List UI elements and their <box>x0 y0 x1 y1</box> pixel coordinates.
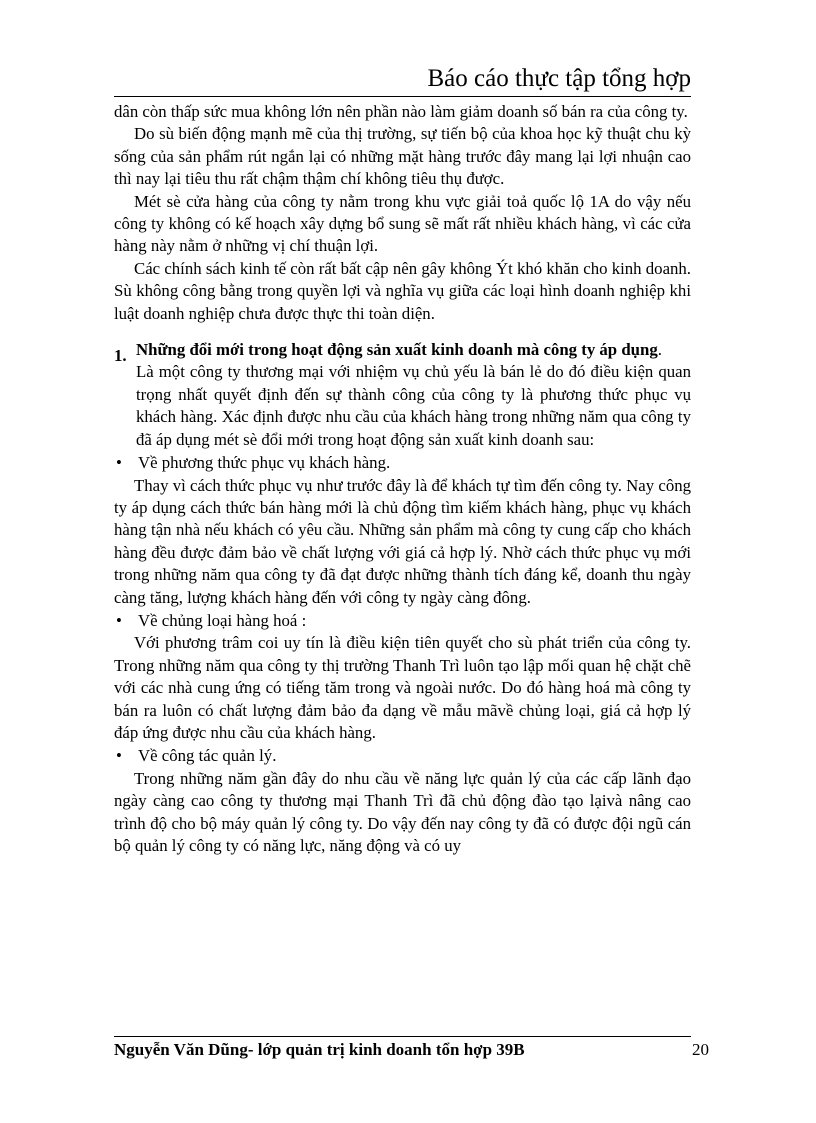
bullet-icon: • <box>116 746 122 766</box>
bullet-icon: • <box>116 610 122 630</box>
section-title-end: . <box>657 340 662 360</box>
footer-rule <box>114 1036 691 1037</box>
page-number: 20 <box>692 1040 709 1059</box>
bullet-icon: • <box>116 453 122 473</box>
running-header-title: Báo cáo thực tập tổng hợp <box>427 65 691 92</box>
paragraph-2: Do sù biến động mạnh mẽ của thị trường, sự tiến bộ của khoa học kỹ thuật chu kỳ sống của sản phẩm rút ngắn lại có những mặt hàng trước đây mang lại lợi nhuận cao thì nay lại tiêu thu rất chậm thậm chí không tiêu thụ được. <box>114 124 691 189</box>
bullet-item-service <box>114 452 691 474</box>
bullet-paragraph-service: Thay vì cách thức phục vụ như trước đây là để khách tự tìm đến công ty. Nay công ty áp dụng cách thức bán hàng mới là chủ động tìm kiếm khách hàng, phục vụ khách hàng tận nhà nếu khách có yêu cầu. Những sản phẩm mà công ty cung cấp cho khách hàng đều được đảm bảo về chất lượng với giá cả hợp lý. Nhờ cách thức phục vụ mới trong những năm qua công ty đã đạt được những thành tích đáng kể, doanh thu ngày càng tăng, lượng khách hàng đến với công ty ngày càng đông. <box>114 475 691 607</box>
paragraph-1: dân còn thấp sức mua không lớn nên phần nào làm giảm doanh số bán ra của công ty. <box>114 102 688 121</box>
paragraph-4: Các chính sách kinh tế còn rất bất cập nên gây không Ýt khó khăn cho kinh doanh. Sù không công bằng trong quyền lợi và nghĩa vụ giữa các loại hình doanh nghiệp khi luật doanh nghiệp chưa được thực thi toàn diện. <box>114 258 691 323</box>
section-number: 1. <box>114 346 127 366</box>
header-rule <box>114 96 691 97</box>
section-heading <box>114 339 691 366</box>
bullet-label: Về phương thức phục vụ khách hàng. <box>138 453 391 473</box>
footer-author: Nguyễn Văn Dũng- lớp quản trị kinh doanh tổn hợp 39B <box>114 1040 525 1059</box>
bullet-item-management <box>114 745 691 767</box>
bullet-paragraph-goods: Với phương trâm coi uy tín là điều kiện tiên quyết cho sù phát triển của công ty. Trong những năm qua công ty thị trường Thanh Trì luôn tạo lập mối quan hệ chặt chẽ với các nhà cung ứng có tiếng tăm trong và ngoài nước. Do đó hàng hoá mà công ty bán ra luôn có chất lượng đảm bảo đa dạng về mẫu mãvề chủng loại, giá cả hợp lý đáp ứng được nhu cầu của khách hàng. <box>114 633 691 742</box>
bullet-label: Về chủng loại hàng hoá : <box>138 610 307 630</box>
bullet-paragraph-management: Trong những năm gần đây do nhu cầu về năng lực quản lý của các cấp lãnh đạo ngày càng cao công ty thương mại Thanh Trì đã chủ động đào tạo lạivà nâng cao trình độ cho bộ máy quản lý công ty. Do vậy đến nay công ty đã có được đội ngũ cán bộ quản lý công ty có năng lực, năng động và có uy <box>114 768 691 855</box>
bullet-item-goods <box>114 610 691 632</box>
paragraph-3: Mét sè cửa hàng của công ty nằm trong khu vực giải toả quốc lộ 1A do vậy nếu công ty không có kế hoạch xây dựng bổ sung sẽ mất rất nhiều khách hàng, vì các cửa hàng này nằm ở những vị chí thuận lợi. <box>114 191 691 256</box>
page-body <box>114 101 691 857</box>
section-title: Những đổi mới trong hoạt động sản xuất kinh doanh mà công ty áp dụng <box>136 340 658 360</box>
section-intro: Là một công ty thương mại với nhiệm vụ chủ yếu là bán lẻ do đó điều kiện quan trọng nhất quyết định đến sự thành công của công ty là phương thức phục vụ khách hàng. Xác định được nhu cầu của khách hàng trong những năm qua công ty đã áp dụng mét sè đổi mới trong hoạt động sản xuất kinh doanh sau: <box>136 362 691 449</box>
bullet-label: Về công tác quản lý. <box>138 746 277 766</box>
